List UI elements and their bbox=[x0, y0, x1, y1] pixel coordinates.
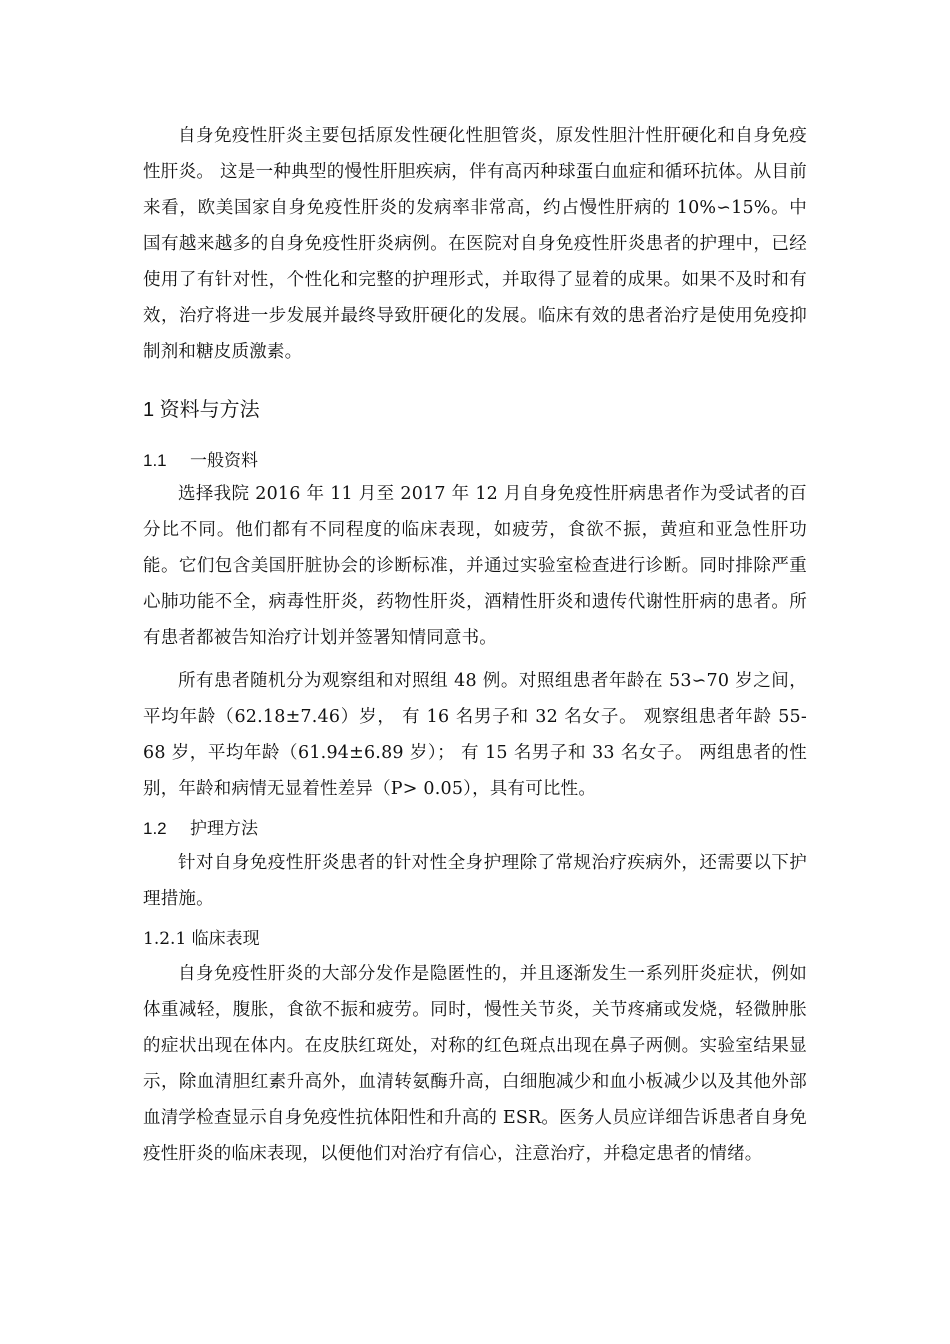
section-heading: 1 资料与方法 bbox=[143, 399, 260, 421]
subsection-title: 一般资料 bbox=[190, 451, 258, 470]
nursing-method-paragraph: 针对自身免疫性肝炎患者的针对性全身护理除了常规治疗疾病外，还需要以下护理措施。 bbox=[143, 853, 807, 909]
general-data-paragraph-2: 所有患者随机分为观察组和对照组 48 例。对照组患者年龄在 53∽70 岁之间，平均年龄（62.18±7.46）岁， 有 16 名男子和 32 名女子。 观察组患者年龄 55-68 岁，平均年龄（61.94±6.89 岁）； 有 15 名男子和 33 名女子。 两组患者的性别，年龄和病情无显着性差异（P> 0.05），具有可比性。 bbox=[143, 671, 807, 799]
clinical-paragraph: 自身免疫性肝炎的大部分发作是隐匿性的，并且逐渐发生一系列肝炎症状，例如体重减轻，腹胀，食欲不振和疲劳。同时，慢性关节炎，关节疼痛或发烧，轻微肿胀的症状出现在体内。在皮肤红斑处，对称的红色斑点出现在鼻子两侧。实验室结果显示，除血清胆红素升高外，血清转氨酶升高，白细胞减少和血小板减少以及其他外部血清学检查显示自身免疫性抗体阳性和升高的 ESR。医务人员应详细告诉患者自身免疫性肝炎的临床表现，以便他们对治疗有信心，注意治疗，并稳定患者的情绪。 bbox=[143, 964, 807, 1164]
subsection-heading-nursing-method bbox=[143, 815, 258, 843]
subsubsection-heading-clinical: 1.2.1 临床表现 bbox=[143, 929, 260, 949]
subsection-number: 1.1 bbox=[143, 451, 167, 470]
intro-paragraph: 自身免疫性肝炎主要包括原发性硬化性胆管炎，原发性胆汁性肝硬化和自身免疫性肝炎。 这是一种典型的慢性肝胆疾病，伴有高丙种球蛋白血症和循环抗体。从目前来看，欧美国家自身免疫性肝炎的发病率非常高，约占慢性肝病的 10%∽15%。中国有越来越多的自身免疫性肝炎病例。在医院对自身免疫性肝炎患者的护理中，已经使用了有针对性，个性化和完整的护理形式，并取得了显着的成果。如果不及时和有效，治疗将进一步发展并最终导致肝硬化的发展。临床有效的患者治疗是使用免疫抑制剂和糖皮质激素。 bbox=[143, 126, 807, 362]
subsection-title: 护理方法 bbox=[190, 819, 258, 838]
subsection-number: 1.2 bbox=[143, 819, 167, 838]
subsection-heading-general-data bbox=[143, 447, 258, 475]
general-data-paragraph-1: 选择我院 2016 年 11 月至 2017 年 12 月自身免疫性肝病患者作为受试者的百分比不同。他们都有不同程度的临床表现，如疲劳，食欲不振，黄疸和亚急性肝功能。它们包含美国肝脏协会的诊断标准，并通过实验室检查进行诊断。同时排除严重心肺功能不全，病毒性肝炎，药物性肝炎，酒精性肝炎和遗传代谢性肝病的患者。所有患者都被告知治疗计划并签署知情同意书。 bbox=[143, 484, 807, 648]
